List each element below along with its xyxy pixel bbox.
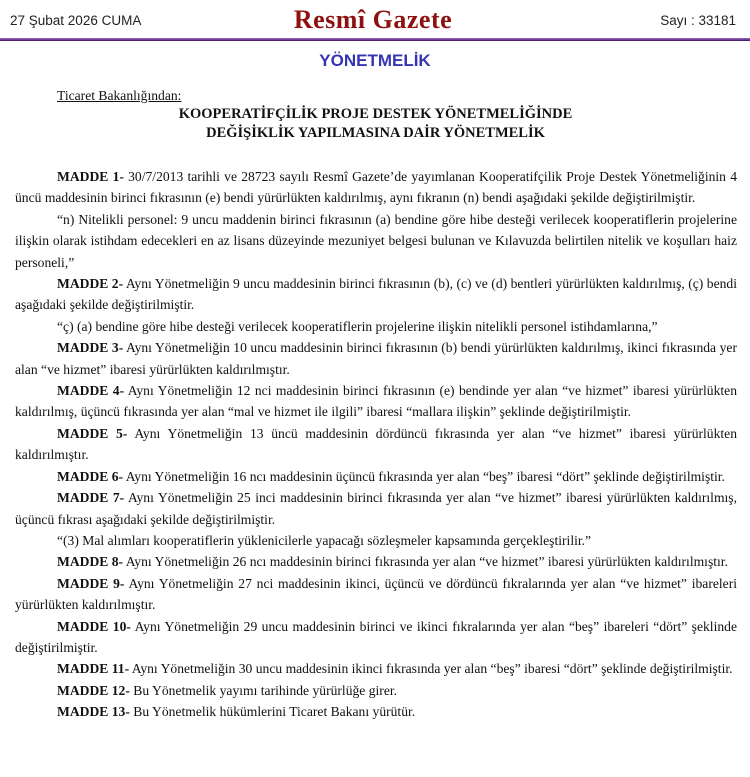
article-number: MADDE 6- (57, 468, 124, 484)
article-number: MADDE 12- (57, 682, 130, 698)
article-number: MADDE 5- (57, 425, 128, 441)
gazette-date: 27 Şubat 2026 CUMA (10, 12, 142, 28)
masthead-divider (0, 38, 750, 41)
article-number: MADDE 1- (57, 169, 124, 184)
article-paragraph: MADDE 4- Aynı Yönetmeliğin 12 nci maddesinin birinci fıkrasının (e) bendinde yer alan “ve hizmet” ibaresi yürürlükten kaldırılmış, üçüncü fıkrasında yer alan “mal ve hizmet ile ilgili” ibaresi “mallara ilişkin” şeklinde değiştirilmiştir. (15, 383, 737, 420)
article-paragraph: MADDE 2- Aynı Yönetmeliğin 9 uncu maddesinin birinci fıkrasının (b), (c) ve (d) bentleri yürürlükten kaldırılmış, (ç) bendi aşağıdaki şekilde değiştirilmiştir. (15, 276, 737, 313)
article-paragraph: MADDE 11- Aynı Yönetmeliğin 30 uncu maddesinin ikinci fıkrasında yer alan “beş” ibaresi “dört” şeklinde değiştirilmiştir. (57, 661, 733, 677)
article-number: MADDE 4- (57, 383, 125, 399)
masthead (0, 0, 750, 38)
article-paragraph: MADDE 8- Aynı Yönetmeliğin 26 ncı maddesinin birinci fıkrasında yer alan “ve hizmet” ibaresi yürürlükten kaldırılmıştır. (57, 554, 728, 570)
article-number: MADDE 8- (57, 554, 124, 570)
article-paragraph: “ç) (a) bendine göre hibe desteği verilecek kooperatiflerin projelerine ilişkin nitelikli personel istihdamlarına,” (57, 318, 658, 334)
article-paragraph: MADDE 9- Aynı Yönetmeliğin 27 nci maddesinin ikinci, üçüncü ve dördüncü fıkralarında yer alan “ve hizmet” ibareleri yürürlükten kaldırılmıştır. (15, 575, 737, 613)
article-number: MADDE 13- (57, 704, 130, 720)
gazette-title: Resmî Gazete (293, 5, 453, 34)
article-paragraph: MADDE 10- Aynı Yönetmeliğin 29 uncu maddesinin birinci ve ikinci fıkralarında yer alan “beş” ibareleri “dört” şeklinde değiştirilmiştir. (15, 618, 737, 655)
article-paragraph: MADDE 7- Aynı Yönetmeliğin 25 inci maddesinin birinci fıkrasında yer alan “ve hizmet” ibaresi yürürlükten kaldırılmış, üçüncü fıkrası aşağıdaki şekilde değiştirilmiştir. (15, 490, 737, 527)
article-number: MADDE 10- (57, 618, 131, 634)
article-paragraph: “(3) Mal alımları kooperatiflerin yüklenicilerle yapacağı sözleşmeler kapsamında gerçekleştirilir.” (57, 532, 592, 548)
article-number: MADDE 9- (57, 575, 125, 591)
article-paragraph: MADDE 1- 30/7/2013 tarihli ve 28723 sayılı Resmî Gazete’de yayımlanan Kooperatifçilik Proje Destek Yönetmeliğinin 4 üncü maddesinin birinci fıkrasının (e) bendi yürürlükten kaldırılmış, aynı fıkranın (n) bendi aşağıdaki şekilde değiştirilmiştir. (15, 169, 737, 206)
document-title-line1: KOOPERATİFÇİLİK PROJE DESTEK YÖNETMELİĞİNDE (178, 106, 573, 122)
article-list (0, 166, 750, 723)
article-paragraph: MADDE 13- Bu Yönetmelik hükümlerini Ticaret Bakanı yürütür. (57, 704, 416, 720)
issue-number: Sayı : 33181 (660, 12, 736, 28)
article-paragraph: MADDE 5- Aynı Yönetmeliğin 13 üncü maddesinin dördüncü fıkrasında yer alan “ve hizmet” ibaresi yürürlükten kaldırılmıştır. (15, 425, 737, 463)
article-number: MADDE 11- (57, 661, 130, 677)
issuing-authority: Ticaret Bakanlığından: (57, 88, 182, 103)
article-number: MADDE 3- (57, 340, 124, 356)
article-paragraph: “n) Nitelikli personel: 9 uncu maddenin birinci fıkrasının (a) bendine göre hibe desteği verilecek kooperatiflerin projelerine ilişkin olarak istihdam edecekleri en az lisans düzeyinde mezuniyet belgesi bulunan ve Kılavuzda belirtilen nitelik ve koşulları haiz personeli,” (15, 211, 737, 270)
article-paragraph: MADDE 6- Aynı Yönetmeliğin 16 ncı maddesinin üçüncü fıkrasında yer alan “beş” ibaresi “dört” şeklinde değiştirilmiştir. (57, 468, 725, 484)
section-label: YÖNETMELİK (319, 51, 431, 70)
document-header (0, 71, 750, 142)
document-title-line2: DEĞİŞİKLİK YAPILMASINA DAİR YÖNETMELİK (206, 124, 545, 141)
article-number: MADDE 2- (57, 276, 124, 292)
article-paragraph: MADDE 12- Bu Yönetmelik yayımı tarihinde yürürlüğe girer. (57, 682, 398, 698)
article-number: MADDE 7- (57, 490, 125, 506)
article-paragraph: MADDE 3- Aynı Yönetmeliğin 10 uncu maddesinin birinci fıkrasının (b) bendi yürürlükten kaldırılmış, ikinci fıkrasında yer alan “ve hizmet” ibaresi yürürlükten kaldırılmıştır. (15, 340, 737, 377)
